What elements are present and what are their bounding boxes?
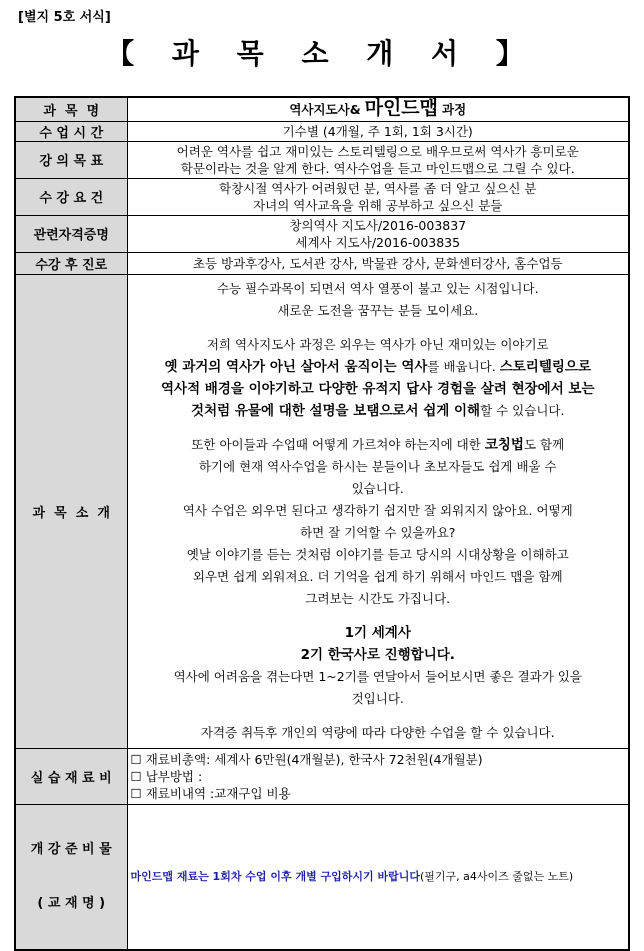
label-preparation-line: ( 교 재 명 ) xyxy=(37,895,106,911)
course-goal-line: 학문이라는 것을 알게 한다. 역사수업을 듣고 마인드맵으로 그릴 수 있다. xyxy=(180,160,575,176)
intro-emphasis: 옛 과거의 역사가 아닌 살아서 움직이는 역사 xyxy=(164,359,428,375)
preparation-items: (필기구, a4사이즈 줄없는 노트) xyxy=(419,869,574,883)
label-certificates: 관련자격증명 xyxy=(15,215,127,252)
materials-item-text: 재료비총액: 세계사 6만원(4개월분), 한국사 72천원(4개월분) xyxy=(145,751,483,767)
course-goal-line: 어려운 역사를 쉽고 재미있는 스토리텔링으로 배우므로써 역사가 흥미로운 xyxy=(176,143,579,159)
certificates-value xyxy=(127,215,629,252)
intro-line: 자격증 취득후 개인의 역량에 따라 다양한 수업을 할 수 있습니다. xyxy=(200,725,555,740)
checkbox-icon: ☐ xyxy=(130,751,142,767)
intro-line: 역사 수업은 외우면 된다고 생각하기 쉽지만 잘 외워지지 않아요. 어떻게 xyxy=(182,503,573,518)
intro-emphasis: 스토리텔링으로 xyxy=(499,359,592,375)
intro-text: 도 함께 xyxy=(523,437,565,452)
label-class-hours: 수 업 시 간 xyxy=(15,121,127,141)
checkbox-icon: ☐ xyxy=(130,785,142,801)
row-course-intro xyxy=(15,274,629,748)
subject-title-suffix: 과정 xyxy=(442,102,467,118)
intro-line xyxy=(131,400,626,422)
materials-item xyxy=(131,751,626,768)
intro-emphasis: 코칭법 xyxy=(484,437,524,453)
row-career xyxy=(15,252,629,274)
preparation-notice: 마인드맵 재료는 1회차 수업 이후 개별 구입하시기 바랍니다 xyxy=(130,869,420,883)
intro-line xyxy=(131,434,626,456)
intro-text: 할 수 있습니다. xyxy=(480,403,565,418)
label-materials: 실 습 재 료 비 xyxy=(15,748,127,804)
intro-line: 그려보는 시간도 가집니다. xyxy=(305,591,451,606)
materials-item-text: 재료비내역 :교재구입 비용 xyxy=(145,785,291,801)
label-requirements: 수 강 요 건 xyxy=(15,178,127,215)
intro-line: 옛날 이야기를 듣는 것처럼 이야기를 듣고 당시의 시대상황을 이해하고 xyxy=(186,547,569,562)
intro-line xyxy=(131,356,626,378)
label-preparation-line: 개 강 준 비 물 xyxy=(30,841,112,857)
intro-line: 수능 필수과목이 되면서 역사 열풍이 불고 있는 시점입니다. xyxy=(216,281,539,296)
intro-line: 것입니다. xyxy=(351,691,404,706)
course-intro-table xyxy=(14,96,630,951)
intro-text: 또한 아이들과 수업때 어떻게 가르쳐야 하는지에 대한 xyxy=(191,437,481,452)
materials-value xyxy=(127,748,629,804)
row-subject-name xyxy=(15,97,629,121)
requirements-line: 자녀의 역사교육을 위해 공부하고 싶으신 분들 xyxy=(253,197,503,213)
label-subject-name: 과 목 명 xyxy=(15,97,127,121)
subject-title xyxy=(127,97,629,121)
materials-item-text: 납부방법 : xyxy=(145,768,203,784)
form-number-label: [별지 5호 서식] xyxy=(18,10,111,25)
intro-line: 역사에 어려움을 겪는다면 1~2기를 연달아서 들어보시면 좋은 결과가 있을 xyxy=(173,669,582,684)
intro-line: 있습니다. xyxy=(351,481,404,496)
preparation-value xyxy=(127,804,629,950)
intro-emphasis: 것처럼 유물에 대한 설명을 보탬으로서 쉽게 이해 xyxy=(191,403,481,419)
row-preparation xyxy=(15,804,629,950)
intro-line: 외우면 쉽게 외워져요. 더 기억을 쉽게 하기 위해서 마인드 맵을 함께 xyxy=(192,569,563,584)
intro-line: 하기에 현재 역사수업을 하시는 분들이나 초보자들도 쉽게 배울 수 xyxy=(198,459,557,474)
certificate-line: 세계사 지도사/2016-003835 xyxy=(295,234,461,250)
materials-item xyxy=(131,768,626,785)
course-goal-value xyxy=(127,141,629,178)
class-hours-value: 기수별 (4개월, 주 1회, 1회 3시간) xyxy=(127,121,629,141)
requirements-line: 학창시절 역사가 어려웠던 분, 역사를 좀 더 알고 싶으신 분 xyxy=(219,180,537,196)
subject-title-big: 마인드맵 xyxy=(364,97,439,120)
label-preparation xyxy=(15,804,127,950)
intro-line: 하면 잘 기억할 수 있을까요? xyxy=(300,525,456,540)
intro-line: 2기 한국사로 진행합니다. xyxy=(300,647,455,663)
requirements-value xyxy=(127,178,629,215)
intro-line: 역사적 배경을 이야기하고 다양한 유적지 답사 경험을 살려 현장에서 보는 xyxy=(160,381,595,397)
row-materials xyxy=(15,748,629,804)
intro-line: 새로운 도전을 꿈꾸는 분들 모이세요. xyxy=(277,303,479,318)
document-title: 【 과 목 소 개 서 】 xyxy=(106,37,538,70)
intro-line: 저희 역사지도사 과정은 외우는 역사가 아닌 재미있는 이야기로 xyxy=(206,337,549,352)
row-course-goal xyxy=(15,141,629,178)
checkbox-icon: ☐ xyxy=(130,768,142,784)
row-class-hours xyxy=(15,121,629,141)
intro-line: 1기 세계사 xyxy=(344,625,411,641)
career-value: 초등 방과후강사, 도서관 강사, 박물관 강사, 문화센터강사, 홈수업등 xyxy=(127,252,629,274)
course-intro-body xyxy=(127,274,629,748)
label-course-intro: 과 목 소 개 xyxy=(15,274,127,748)
certificate-line: 창의역사 지도사/2016-003837 xyxy=(289,217,467,233)
materials-item xyxy=(131,785,626,802)
label-career: 수강 후 진로 xyxy=(15,252,127,274)
label-course-goal: 강 의 목 표 xyxy=(15,141,127,178)
row-requirements xyxy=(15,178,629,215)
intro-text: 를 배웁니다. xyxy=(427,359,496,374)
subject-title-small: 역사지도사& xyxy=(289,102,361,118)
row-certificates xyxy=(15,215,629,252)
